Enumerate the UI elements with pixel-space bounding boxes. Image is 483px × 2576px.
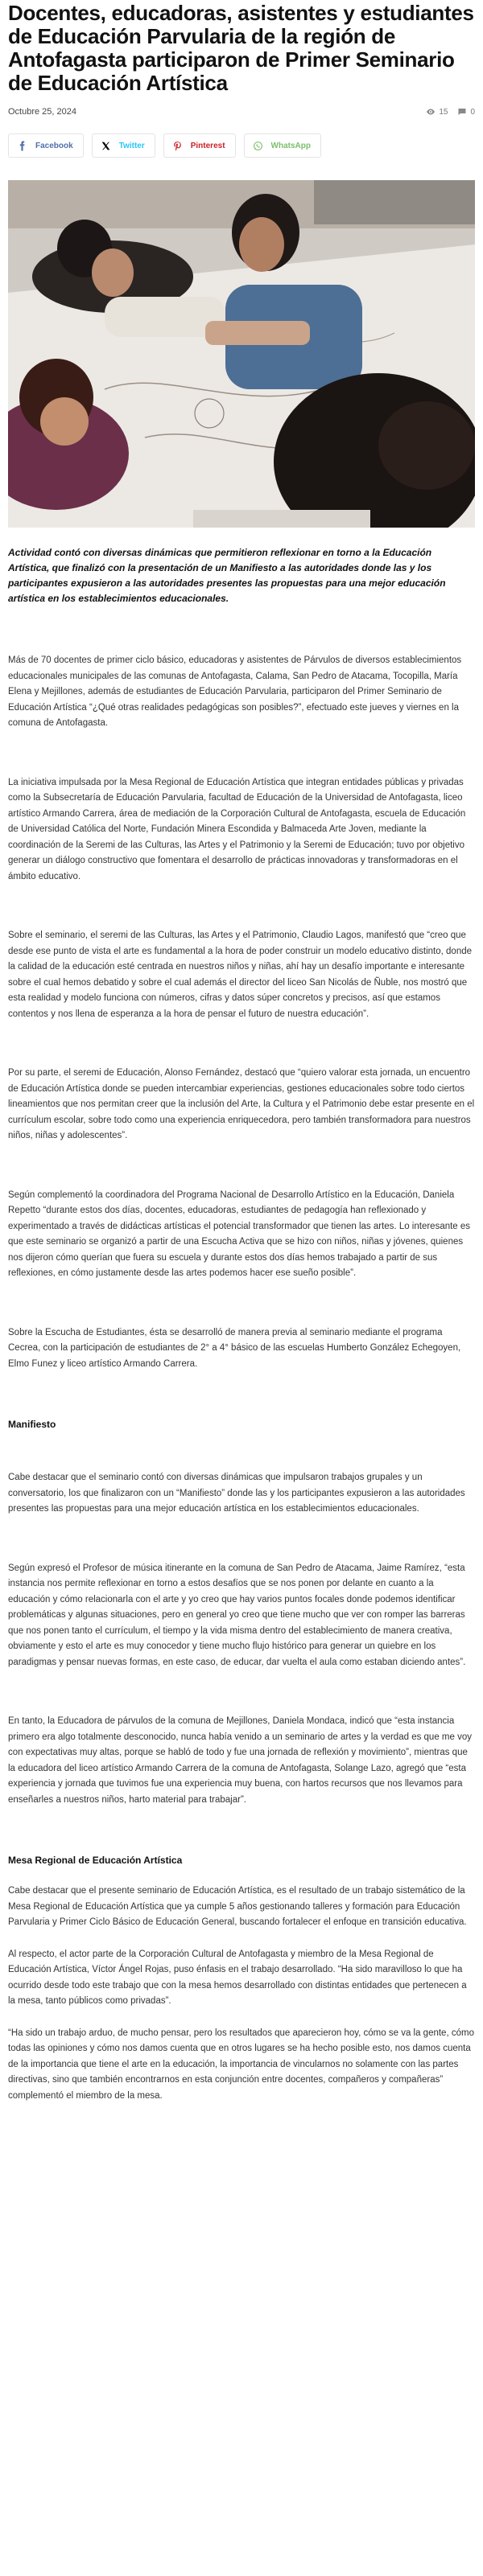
x-icon — [101, 141, 111, 151]
comments-value: 0 — [470, 107, 475, 117]
heading-mesa-regional: Mesa Regional de Educación Artística — [8, 1855, 183, 1866]
facebook-icon — [17, 141, 27, 151]
pinterest-icon — [172, 141, 183, 151]
views-value: 15 — [439, 107, 448, 117]
heading-manifiesto: Manifiesto — [8, 1419, 56, 1430]
paragraph-8: Según expresó el Profesor de música itinerante en la comuna de San Pedro de Atacama, Jaime Ramírez, “esta instancia nos permite reflexionar en torno a estos desafíos que se nos ponen por delante en cuanto a la educación y cómo relacionarla con el arte y yo creo que hay varios puntos focales donde podemos identificar problemáticas y algunas situaciones, pero en general yo creo que tiene mucho que ver con romper las barreras que nos ponen tanto el currículum, el tiempo y la vida misma dentro del establecimiento de manera creativa, obviamente y esto el arte es muy conocedor y tiene mucho flujo histórico para generar un quiebre en los paradigmas y pensar nuevas formas, en este caso, de educar, dar vuelta el aula como estaban diciendo antes”. — [8, 1563, 466, 1667]
publish-date: Octubre 25, 2024 — [8, 107, 77, 117]
paragraph-4: Por su parte, el seremi de Educación, Alonso Fernández, destacó que “quiero valorar esta jornada, un encuentro de Educación Artística donde se pueden intercambiar experiencias, gestiones educacionales sobre todo ciertos lineamientos que nos permitan creer que la inclusión del Arte, la Cultura y el Patrimonio debe estar presente en el currículum escolar, sobre todo como una experiencia enriquecedora, pero también transformadora para nuestros niños, niñas y adolescentes”. — [8, 1068, 475, 1140]
comments-count[interactable] — [457, 107, 475, 117]
article-title: Docentes, educadoras, asistentes y estudiantes de Educación Parvularia de la región de Antofagasta participaron de Primer Seminario de Educación Artística — [8, 1, 474, 95]
eye-icon — [426, 107, 436, 117]
seminar-photo-illustration — [8, 180, 475, 528]
comment-icon — [457, 107, 467, 117]
share-whatsapp-button[interactable] — [244, 134, 321, 158]
paragraph-9: En tanto, la Educadora de párvulos de la comuna de Mejillones, Daniela Mondaca, indicó que “esta instancia primero era algo totalmente desconocido, nunca había venido a un seminario de artes y la verdad es que me voy con expectativas muy altas, porque se habló de todo y fue una jornada de reflexión y movimiento”, mientras que la educadora del liceo artístico Armando Carrera de la comuna de Antofagasta, Solange Lazo, agregó que “esta experiencia y jornada que tuvimos fue una experiencia muy buena, con hartos recursos que nos llevamos para enseñarles a nuestros niños, harto material para trabajar”. — [8, 1716, 472, 1805]
share-bar — [8, 134, 475, 158]
paragraph-1: Más de 70 docentes de primer ciclo básico, educadoras y asistentes de Párvulos de diversos establecimientos educacionales municipales de las comunas de Antofagasta, Calama, San Pedro de Atacama, Tocopilla, María Elena y Mejillones, además de estudiantes de Educación Parvularia, participaron del Primer Seminario de Educación Artística “¿Qué otras realidades pedagógicas son posibles?”, efectuado este jueves y viernes en la comuna de Antofagasta. — [8, 655, 462, 728]
paragraph-12: “Ha sido un trabajo arduo, de mucho pensar, pero los resultados que aparecieron hoy, cómo se va la gente, cómo todas las opiniones y cómo nos damos cuenta que en otros lugares se ha hecho posible esto, nos damos cuenta de la importancia que tiene el arte en la educación, la importancia de vincularnos no solamente con las partes directivas, sino que también encontrarnos en esta conjunción entre docentes, compañeros y compañeras” complementó el miembro de la mesa. — [8, 2028, 474, 2101]
paragraph-3: Sobre el seminario, el seremi de las Culturas, las Artes y el Patrimonio, Claudio Lagos, manifestó que “creo que desde ese punto de vista el arte es fundamental a la hora de poder construir un modelo educativo distinto, donde la calidad de la educación esté centrada en nuestros niños y niñas, ahí hay un desafío importante e interesante sobre el cual hemos debatido y sobre el cual además el director del liceo San Nicolás de Ñuble, nos mostró que esta realidad y modelo funciona con números, cifras y datos súper concretos y precisos, así que estamos contentos y nos llena de esperanza a la hora de pensar el futuro de nuestra educación”. — [8, 931, 473, 1019]
article-meta — [8, 105, 475, 119]
share-twitter-button[interactable] — [92, 134, 155, 158]
share-pinterest-button[interactable] — [163, 134, 236, 158]
article-stats — [426, 107, 475, 117]
whatsapp-icon — [253, 141, 263, 151]
featured-photo — [8, 180, 475, 528]
article-lead: Actividad contó con diversas dinámicas que permitieron reflexionar en torno a la Educación Artística, que finalizó con la presentación de un Manifiesto a las autoridades donde las y los participantes expusieron a las autoridades presentes las propuestas para una mejor educación artística en los establecimientos educacionales. — [8, 547, 446, 604]
paragraph-6: Sobre la Escucha de Estudiantes, ésta se desarrolló de manera previa al seminario mediante el programa Cecrea, con la participación de estudiantes de 2° a 4° básico de las escuelas Humberto González Echegoyen, Elmo Funez y liceo artístico Armando Carrera. — [8, 1327, 461, 1369]
share-facebook-button[interactable] — [8, 134, 84, 158]
paragraph-7: Cabe destacar que el seminario contó con diversas dinámicas que impulsaron trabajos grupales y un conversatorio, los que finalizaron con un “Manifiesto” donde las y los participantes expusieron a las autoridades presentes las propuestas para una mejor educación artística en los establecimientos educacionales. — [8, 1473, 465, 1514]
share-facebook-label: Facebook — [35, 141, 73, 150]
share-twitter-label: Twitter — [118, 141, 145, 150]
paragraph-10: Cabe destacar que el presente seminario de Educación Artística, es el resultado de un trabajo sistemático de la Mesa Regional de Educación Artística que ya cumple 5 años gestionando talleres y formación para Educación Parvularia y Primer Ciclo Básico de Educación General, buscando fortalecer el enfoque en transición educativa. — [8, 1886, 467, 1927]
paragraph-11: Al respecto, el actor parte de la Corporación Cultural de Antofagasta y miembro de la Mesa Regional de Educación Artística, Víctor Ángel Rojas, puso énfasis en el trabajo desarrollado. “Ha sido maravilloso lo que ha ocurrido desde todo este trabajo que con la mesa hemos desarrollado con distintas entidades que pertenecen a la mesa, tanto públicos como privadas”. — [8, 1949, 467, 2006]
share-pinterest-label: Pinterest — [190, 141, 225, 150]
share-whatsapp-label: WhatsApp — [270, 141, 311, 150]
paragraph-5: Según complementó la coordinadora del Programa Nacional de Desarrollo Artístico en la Educación, Daniela Repetto “durante estos dos días, docentes, educadoras, estudiantes de pedagogía han reflexionado y experimentado a través de didácticas artísticas el potencial transformador que tienen las artes. Lo interesante es que este seminario se organizó a partir de una Escucha Activa que se hizo con niños, niñas y jóvenes, quienes nos dijeron cómo querían que fuera su escuela y durante estos dos días hemos trabajado a partir de sus reflexiones, en cómo justamente desde las artes podemos hacer ese sueño posible”. — [8, 1189, 471, 1278]
views-count — [426, 107, 448, 117]
paragraph-2: La iniciativa impulsada por la Mesa Regional de Educación Artística que integran entidades públicas y privadas como la Subsecretaría de Educación Parvularia, facultad de Educación de la Universidad de Antofagasta, liceo artístico Armando Carrera, área de mediación de la Corporación Cultural de Antofagasta, escuela de Educación de Universidad Católica del Norte, Fundación Minera Escondida y Balmaceda Arte Joven, mediante la coordinación de la Seremi de las Culturas, las Artes y el Patrimonio y la Seremi de Educación; tuvo por objetivo generar un diálogo constructivo que fomentara el desarrollo de prácticas innovadoras y transformadoras en el ámbito educativo. — [8, 777, 466, 881]
